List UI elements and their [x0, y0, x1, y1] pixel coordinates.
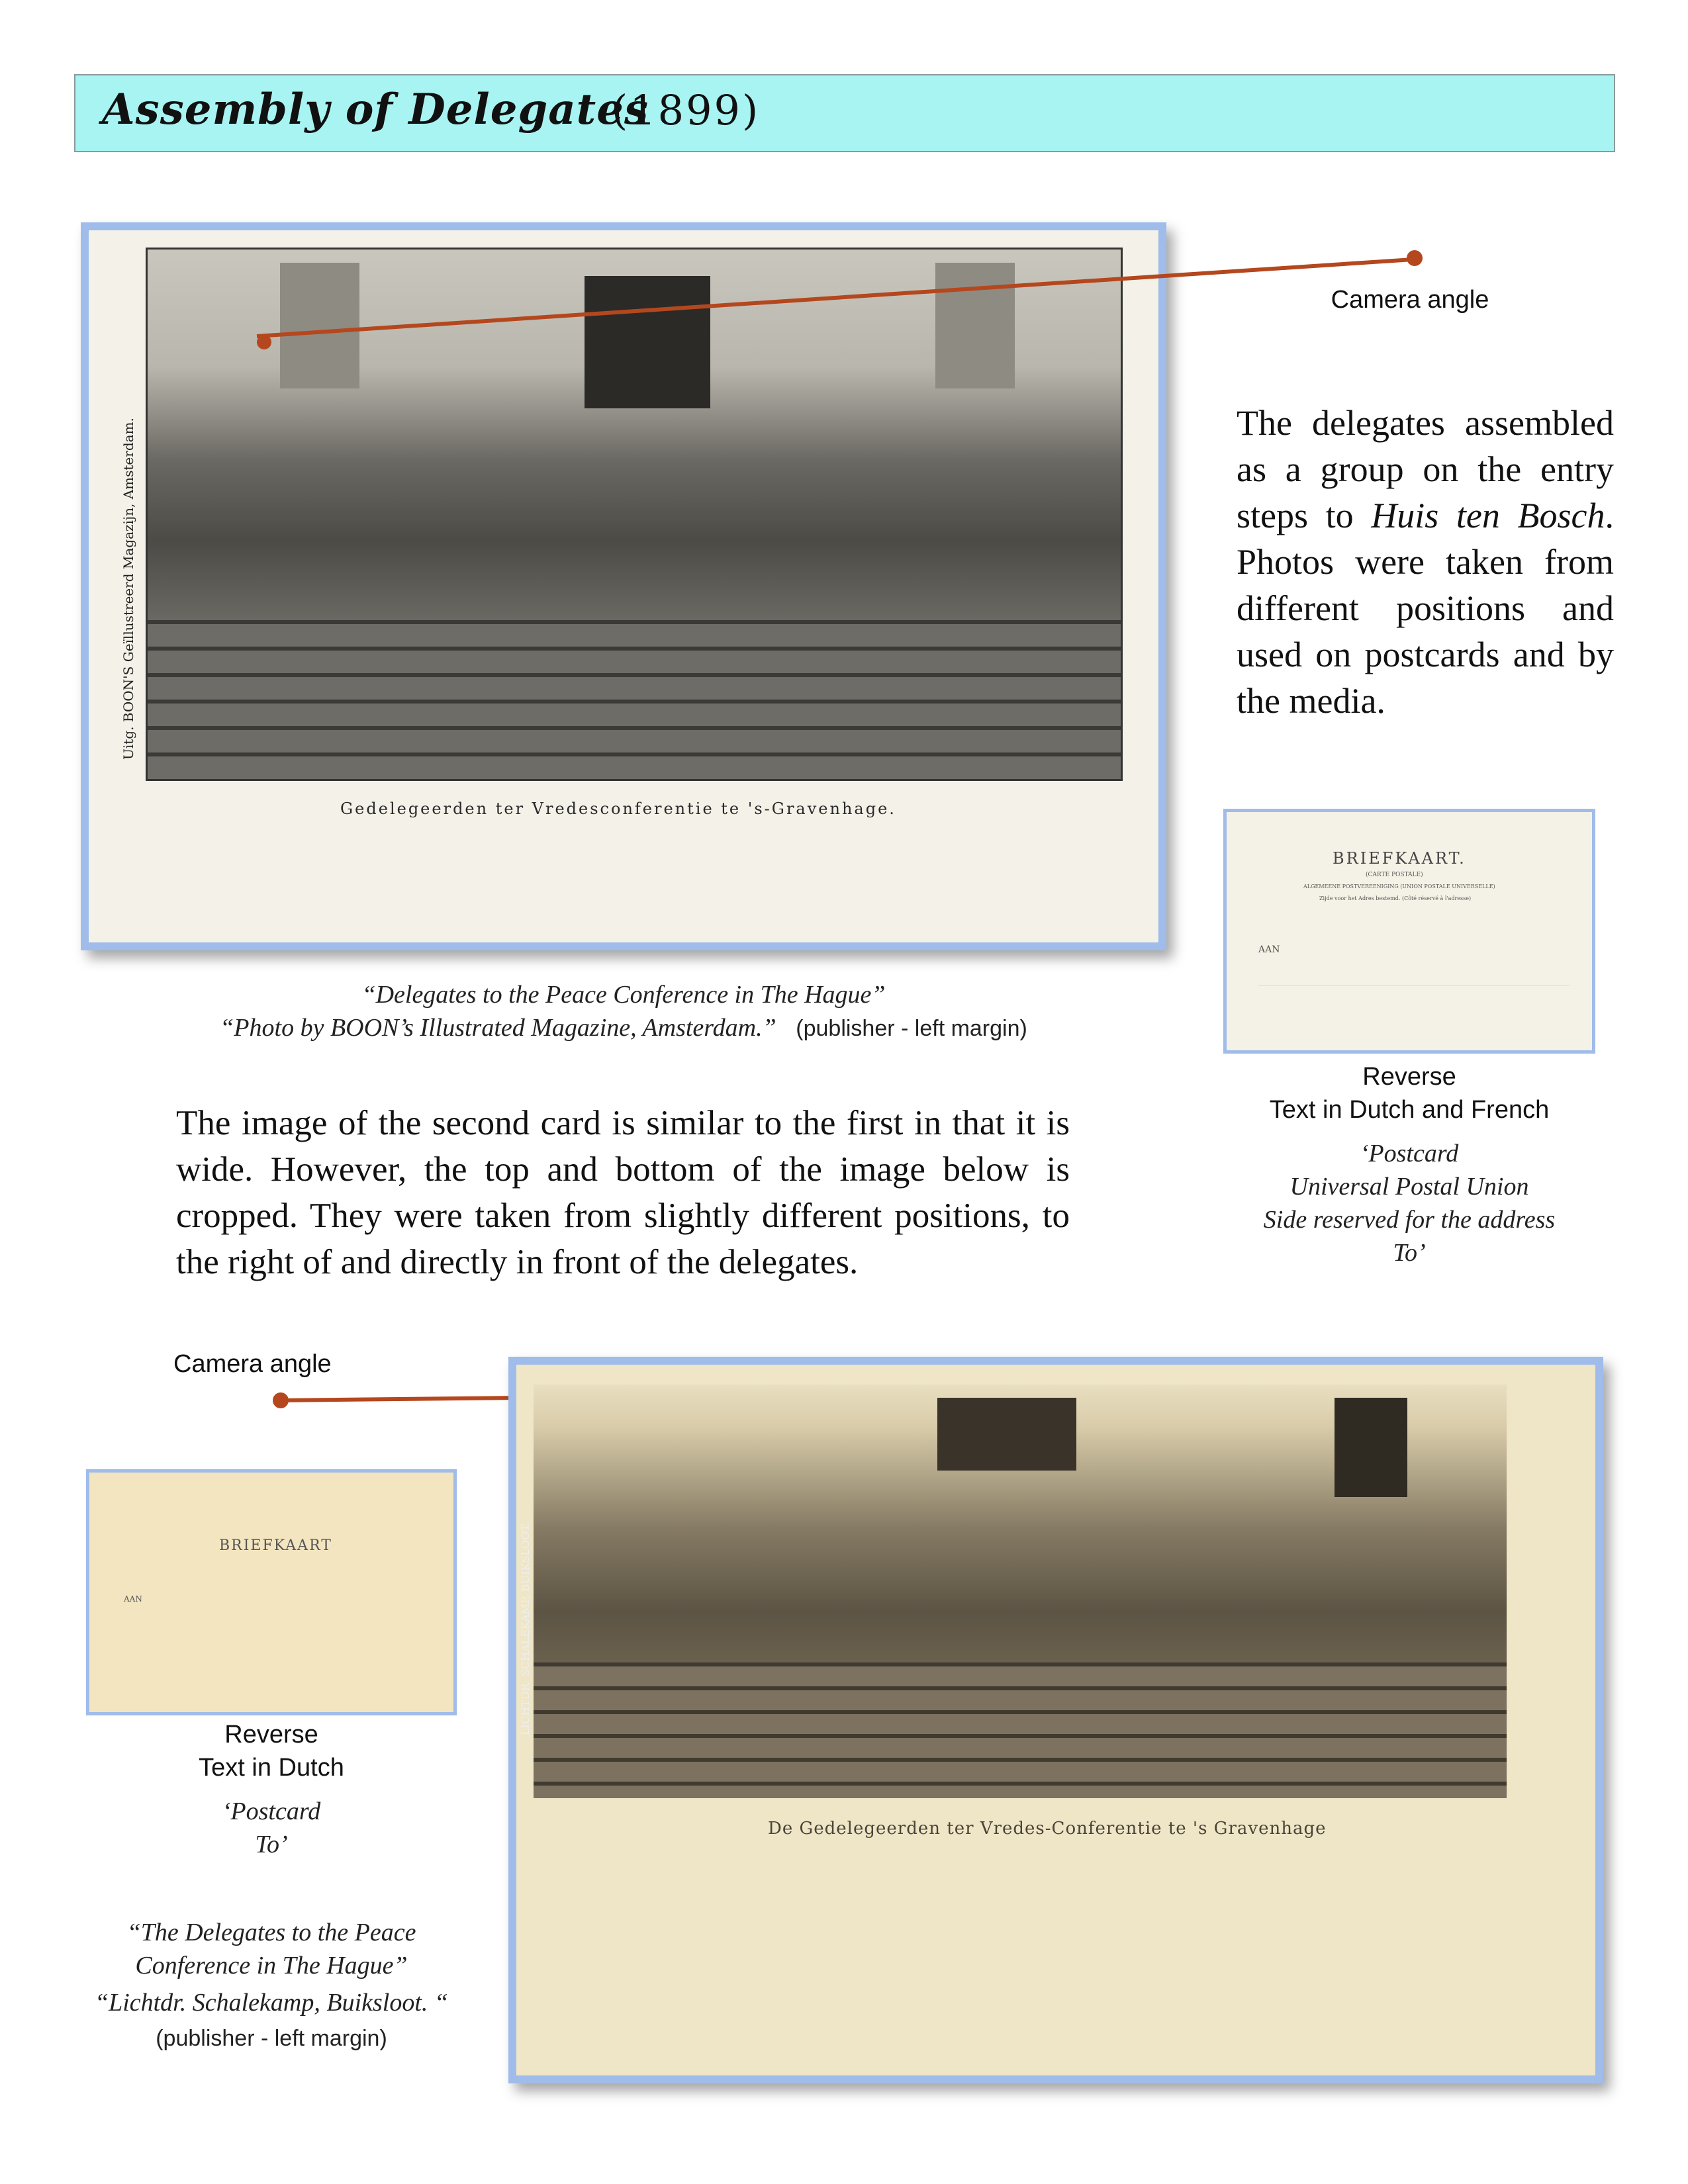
- card1-caption-note: (publisher - left margin): [796, 1016, 1027, 1041]
- reverse1-translation: [1223, 1137, 1595, 1269]
- card2-caption-line: “The Delegates to the Peace: [126, 1919, 416, 1946]
- comparison-text: The image of the second card is similar to the first in that it is wide. However, the top and bottom of the image below is cropped. They were taken from slightly different positions, to the right of and directly in front of the delegates.: [176, 1104, 1070, 1281]
- page-title-year: (1899): [612, 86, 761, 134]
- reverse1-side: Zijde voor het Adres bestemd. (Côté réservé à l'adresse): [1319, 895, 1472, 901]
- reverse1-title: BRIEFKAART.: [1333, 849, 1466, 868]
- photo-window-left: [280, 263, 359, 388]
- camera-angle-label-1: Camera angle: [1331, 286, 1489, 314]
- card2-caption-line: “Lichtdr. Schalekamp, Buiksloot. “: [94, 1989, 449, 2017]
- photo-steps: [148, 620, 1121, 779]
- photo-door: [937, 1398, 1076, 1471]
- reverse1-translation-line: To’: [1393, 1239, 1426, 1267]
- card1-caption-line1: “Delegates to the Peace Conference in The Hague”: [361, 981, 886, 1009]
- description-text: [1237, 400, 1614, 724]
- reverse2-translation: [86, 1795, 457, 1861]
- reverse1-aan: AAN: [1258, 944, 1280, 955]
- postcard-2-front: [508, 1357, 1603, 2083]
- reverse2-aan: AAN: [124, 1594, 142, 1604]
- photo-window-right: [935, 263, 1015, 388]
- card2-publisher-margin: LICHTDR. SCHALEKAMP, BUIKSLOOT.: [519, 1522, 532, 1735]
- reverse2-translation-line: ‘Postcard: [222, 1797, 321, 1825]
- card1-caption-line2-row: [81, 1011, 1166, 1045]
- description-prefix: The delegates assembled as a group on the entry steps to: [1237, 403, 1614, 535]
- reverse1-translation-line: Side reserved for the address: [1263, 1206, 1556, 1234]
- postcard-1-reverse: [1223, 809, 1595, 1054]
- reverse2-label-line1: Reverse: [224, 1721, 318, 1749]
- reverse2-label-line2: Text in Dutch: [199, 1754, 344, 1782]
- description-place: Huis ten Bosch: [1371, 496, 1605, 535]
- reverse2-translation-line: To’: [255, 1831, 288, 1858]
- reverse1-address-line: [1258, 985, 1570, 986]
- reverse1-label-line2: Text in Dutch and French: [1269, 1096, 1550, 1124]
- reverse1-translation-line: Universal Postal Union: [1289, 1173, 1529, 1201]
- card2-photo-caption: De Gedelegeerden ter Vredes-Conferentie te 's Gravenhage: [768, 1819, 1327, 1839]
- reverse2-title: BRIEFKAART: [219, 1537, 332, 1554]
- postcard-2-reverse: [86, 1469, 457, 1715]
- reverse1-label: [1223, 1060, 1595, 1126]
- card1-caption: [81, 978, 1166, 1045]
- card2-caption-note: (publisher - left margin): [156, 2026, 387, 2051]
- title-banner: [74, 74, 1615, 152]
- delegates-photo-2: [534, 1385, 1507, 1798]
- card1-photo-caption: Gedelegeerden ter Vredesconferentie te 's-Gravenhage.: [340, 799, 896, 818]
- camera-angle-label-2: Camera angle: [173, 1350, 332, 1378]
- reverse1-label-line1: Reverse: [1362, 1063, 1456, 1091]
- delegates-photo-1: [146, 248, 1123, 781]
- reverse1-sub: (CARTE POSTALE): [1366, 872, 1423, 878]
- card2-caption: [40, 1916, 503, 2055]
- camera-angle-dot-1: [1407, 250, 1423, 266]
- page-title: Assembly of Delegates: [102, 85, 649, 134]
- description-suffix: . Photos were taken from different positions and used on postcards and by the media.: [1237, 496, 1614, 721]
- card1-publisher-margin: Uitg. BOON'S Geïllustreerd Magazijn, Amsterdam.: [120, 418, 136, 760]
- reverse1-union: ALGEMEENE POSTVEREENIGING (UNION POSTALE UNIVERSELLE): [1303, 884, 1495, 889]
- postcard-1-front: [81, 222, 1166, 950]
- photo-steps: [534, 1662, 1507, 1798]
- card1-caption-line2: “Photo by BOON’s Illustrated Magazine, Amsterdam.”: [220, 1014, 776, 1042]
- reverse2-label: [86, 1718, 457, 1784]
- photo-window-right: [1335, 1398, 1407, 1497]
- card2-caption-line: Conference in The Hague”: [135, 1952, 408, 1979]
- photo-door: [585, 276, 710, 408]
- camera-angle-dot-2: [273, 1392, 289, 1408]
- reverse1-translation-line: ‘Postcard: [1360, 1140, 1459, 1167]
